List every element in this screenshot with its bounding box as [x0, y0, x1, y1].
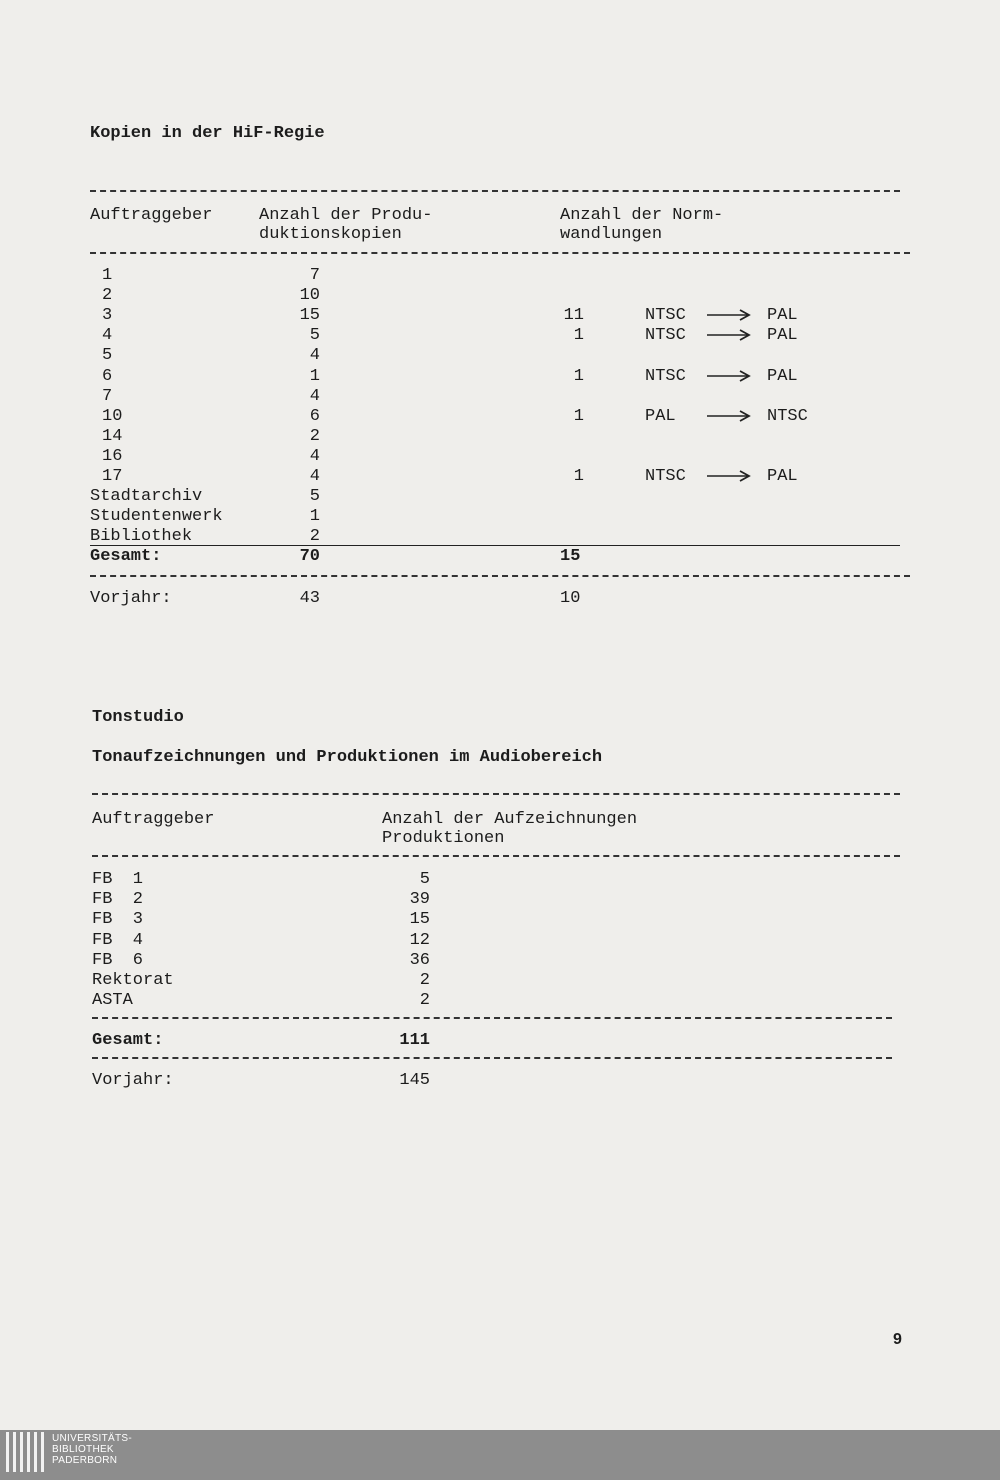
row-auftraggeber: 4 — [102, 326, 113, 345]
row-conversion-to: PAL — [767, 467, 798, 486]
divider — [92, 1017, 892, 1019]
row-auftraggeber: Studentenwerk — [90, 507, 223, 526]
arrow-right-icon — [706, 466, 752, 491]
row-conversion-count: 1 — [573, 367, 584, 386]
column-header-auftraggeber: Auftraggeber — [92, 810, 215, 829]
row-conversion-count: 1 — [573, 467, 584, 486]
row-auftraggeber: 3 — [102, 306, 113, 325]
library-logo-icon — [4, 1432, 46, 1478]
row-kopien-count: 2 — [309, 527, 320, 546]
row-auftraggeber: Bibliothek — [90, 527, 193, 546]
prev-year-conversions: 10 — [560, 589, 581, 608]
prev-year-count: 43 — [299, 589, 320, 608]
row-conversion-count: 11 — [563, 306, 584, 325]
total-count: 70 — [299, 547, 320, 566]
row-kopien-count: 15 — [299, 306, 320, 325]
row-auftraggeber: FB 6 — [92, 951, 144, 970]
row-aufzeichnungen-count: 5 — [419, 870, 430, 889]
divider — [90, 252, 910, 254]
arrow-right-icon — [706, 325, 752, 350]
column-header-auftraggeber: Auftraggeber — [90, 206, 213, 225]
divider — [92, 1057, 892, 1059]
total-label: Gesamt: — [92, 1031, 164, 1050]
row-auftraggeber: 16 — [102, 447, 123, 466]
row-aufzeichnungen-count: 12 — [409, 931, 430, 950]
row-conversion-from: PAL — [645, 407, 676, 426]
row-kopien-count: 10 — [299, 286, 320, 305]
section-title-hif-regie: Kopien in der HiF-Regie — [90, 124, 325, 143]
row-conversion-from: NTSC — [645, 467, 686, 486]
row-conversion-to: PAL — [767, 306, 798, 325]
row-conversion-count: 1 — [573, 326, 584, 345]
row-auftraggeber: 6 — [102, 367, 113, 386]
section-title-audio: Tonaufzeichnungen und Produktionen im Audiobereich — [92, 748, 603, 767]
row-kopien-count: 5 — [309, 487, 320, 506]
prev-year-label: Vorjahr: — [90, 589, 172, 608]
row-kopien-count: 6 — [309, 407, 320, 426]
row-conversion-to: NTSC — [767, 407, 808, 426]
page-number: 9 — [893, 1331, 902, 1348]
footer-line-3: PADERBORN — [52, 1455, 118, 1466]
divider — [92, 793, 900, 795]
row-auftraggeber: Stadtarchiv — [90, 487, 203, 506]
total-label: Gesamt: — [90, 547, 162, 566]
row-auftraggeber: FB 4 — [92, 931, 144, 950]
row-kopien-count: 4 — [309, 346, 320, 365]
column-header-aufzeichnungen-line2: Produktionen — [382, 829, 505, 848]
row-kopien-count: 2 — [309, 427, 320, 446]
arrow-right-icon — [706, 406, 752, 431]
row-kopien-count: 1 — [309, 507, 320, 526]
row-aufzeichnungen-count: 36 — [409, 951, 430, 970]
row-aufzeichnungen-count: 2 — [419, 991, 430, 1010]
row-conversion-from: NTSC — [645, 367, 686, 386]
row-conversion-to: PAL — [767, 367, 798, 386]
footer-line-1: UNIVERSITÄTS- — [52, 1433, 133, 1444]
row-auftraggeber: ASTA — [92, 991, 133, 1010]
row-auftraggeber: FB 3 — [92, 910, 144, 929]
row-auftraggeber: Rektorat — [92, 971, 174, 990]
row-kopien-count: 4 — [309, 467, 320, 486]
column-header-kopien-line2: duktionskopien — [259, 225, 402, 244]
column-header-aufzeichnungen-line1: Anzahl der Aufzeichnungen — [382, 810, 638, 829]
divider — [92, 855, 900, 857]
row-aufzeichnungen-count: 15 — [409, 910, 430, 929]
row-auftraggeber: FB 2 — [92, 890, 144, 909]
row-auftraggeber: FB 1 — [92, 870, 144, 889]
row-conversion-from: NTSC — [645, 326, 686, 345]
row-auftraggeber: 10 — [102, 407, 123, 426]
row-kopien-count: 7 — [309, 266, 320, 285]
library-footer-bar — [0, 1430, 1000, 1480]
row-auftraggeber: 2 — [102, 286, 113, 305]
row-auftraggeber: 14 — [102, 427, 123, 446]
row-aufzeichnungen-count: 39 — [409, 890, 430, 909]
column-header-normwandlungen-line2: wandlungen — [560, 225, 663, 244]
row-auftraggeber: 1 — [102, 266, 113, 285]
prev-year-count: 145 — [399, 1071, 430, 1090]
divider — [90, 575, 910, 577]
row-auftraggeber: 5 — [102, 346, 113, 365]
row-conversion-from: NTSC — [645, 306, 686, 325]
total-rule — [90, 545, 900, 546]
row-kopien-count: 5 — [309, 326, 320, 345]
row-auftraggeber: 7 — [102, 387, 113, 406]
row-aufzeichnungen-count: 2 — [419, 971, 430, 990]
row-kopien-count: 1 — [309, 367, 320, 386]
total-conversions: 15 — [560, 547, 581, 566]
row-conversion-to: PAL — [767, 326, 798, 345]
section-heading-tonstudio: Tonstudio — [92, 708, 184, 727]
row-auftraggeber: 17 — [102, 467, 123, 486]
column-header-kopien-line1: Anzahl der Produ- — [259, 206, 433, 225]
footer-line-2: BIBLIOTHEK — [52, 1444, 114, 1455]
row-conversion-count: 1 — [573, 407, 584, 426]
prev-year-label: Vorjahr: — [92, 1071, 174, 1090]
row-kopien-count: 4 — [309, 387, 320, 406]
divider — [90, 190, 900, 192]
total-count: 111 — [399, 1031, 430, 1050]
arrow-right-icon — [706, 366, 752, 391]
row-kopien-count: 4 — [309, 447, 320, 466]
column-header-normwandlungen-line1: Anzahl der Norm- — [560, 206, 724, 225]
